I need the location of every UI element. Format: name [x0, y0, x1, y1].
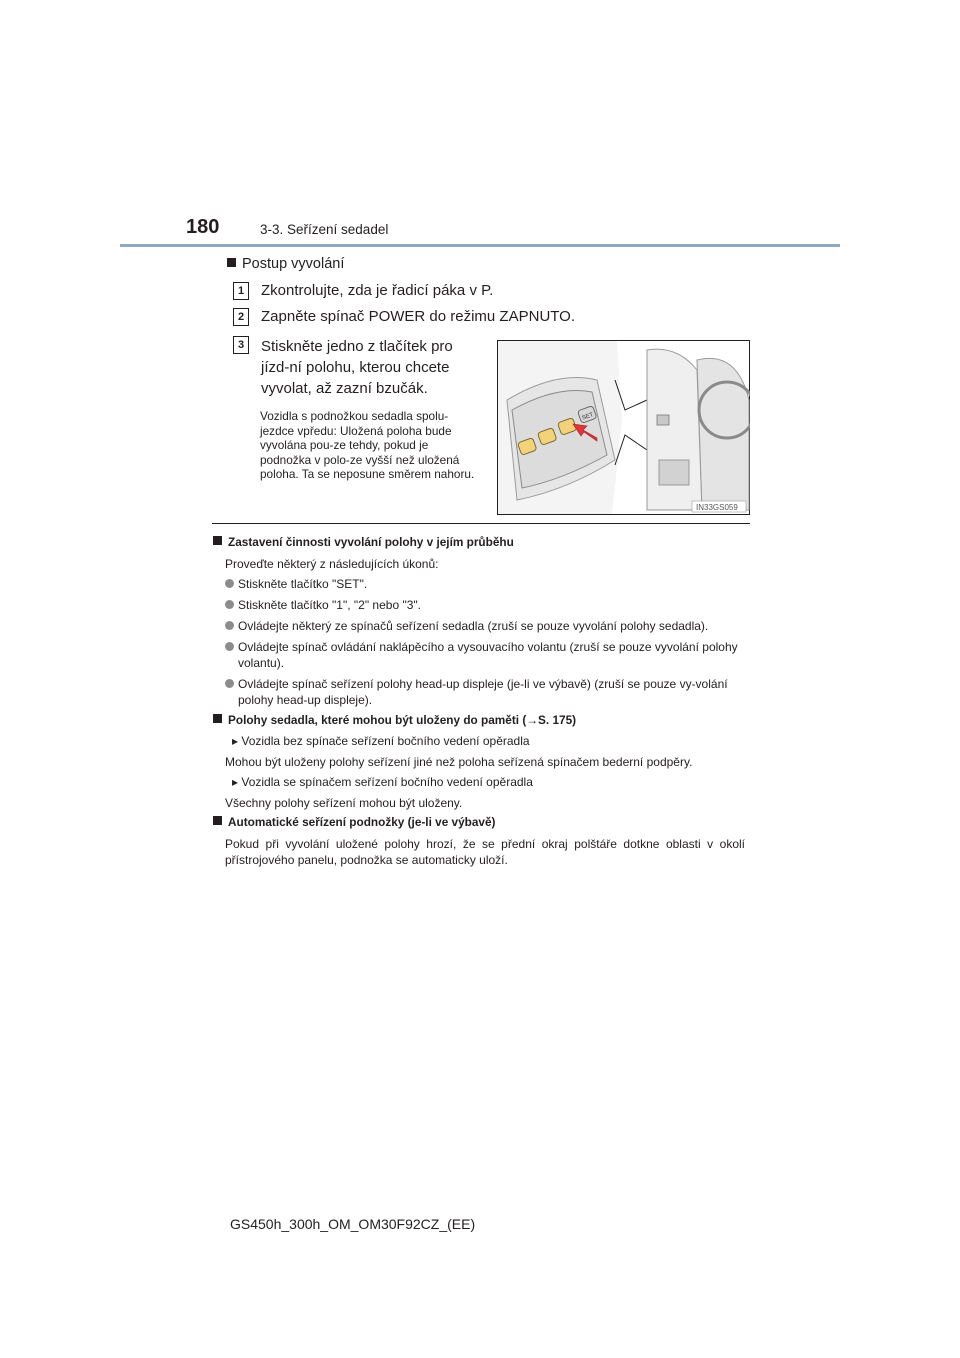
bullet-dot-icon — [225, 679, 234, 688]
section-title: 3-3. Seřízení sedadel — [260, 222, 389, 237]
square-bullet-icon — [227, 258, 236, 267]
vehicle-variant-2: ▸ Vozidla se spínačem seřízení bočního vedení opěradla — [232, 775, 533, 789]
variant-2-text: Všechny polohy seřízení mohou být uloženy. — [225, 796, 463, 810]
step-text-1: Zkontrolujte, zda je řadicí páka v P. — [261, 282, 494, 299]
bullet-dot-icon — [225, 642, 234, 651]
door-panel-illustration — [497, 340, 750, 515]
triangle-right-icon: ▸ — [232, 775, 242, 789]
bullet-dot-icon — [225, 621, 234, 630]
section-divider — [212, 523, 750, 524]
stop-recall-intro: Proveďte některý z následujících úkonů: — [225, 557, 439, 571]
step-note: Vozidla s podnožkou sedadla spolu-jezdce vpředu: Uložená poloha bude vyvolána pou-ze tehdy, pokud je podnožka v polo-ze vyšší než uložená poloha. Ta se neposune směrem nahoru. — [260, 409, 475, 482]
auto-adjust-heading: Automatické seřízení podnožky (je-li ve výbavě) — [213, 815, 495, 829]
step-number-2: 2 — [233, 308, 249, 326]
main-heading: Postup vyvolání — [227, 256, 344, 272]
variant-1-text: Mohou být uloženy polohy seřízení jiné než poloha seřízená spínačem bederní podpěry. — [225, 755, 693, 769]
memory-buttons-illustration — [497, 340, 750, 515]
list-item: Ovládejte spínač seřízení polohy head-up displeje (je-li ve výbavě) (zruší se pouze vy-volání polohy head-up displeje). — [225, 676, 753, 708]
triangle-right-icon: ▸ — [232, 734, 242, 748]
list-item: Stiskněte tlačítko "1", "2" nebo "3". — [225, 597, 753, 613]
square-bullet-icon — [213, 816, 222, 825]
step-number-1: 1 — [233, 282, 249, 300]
step-number-3: 3 — [233, 336, 249, 354]
memory-positions-heading: Polohy sedadla, které mohou být uloženy do paměti (→S. 175) — [213, 713, 576, 727]
square-bullet-icon — [213, 536, 222, 545]
stop-recall-heading: Zastavení činnosti vyvolání polohy v jejím průběhu — [213, 535, 514, 549]
vehicle-variant-1: ▸ Vozidla bez spínače seřízení bočního vedení opěradla — [232, 734, 530, 748]
page-number: 180 — [186, 216, 220, 238]
illustration-code: IN33GS059 — [696, 503, 738, 512]
list-item: Ovládejte některý ze spínačů seřízení sedadla (zruší se pouze vyvolání polohy sedadla). — [225, 618, 753, 634]
bullet-dot-icon — [225, 600, 234, 609]
header-rule — [120, 244, 840, 247]
footer-code: GS450h_300h_OM_OM30F92CZ_(EE) — [230, 1216, 476, 1232]
step-text-3: Stiskněte jedno z tlačítek pro jízd-ní polohu, kterou chcete vyvolat, až zazní bzučák. — [261, 338, 453, 397]
auto-adjust-text: Pokud při vyvolání uložené polohy hrozí, že se přední okraj polštáře dotkne oblasti v okolí přístrojového panelu, podnožka se automaticky uloží. — [225, 837, 745, 868]
square-bullet-icon — [213, 714, 222, 723]
step-text-2: Zapněte spínač POWER do režimu ZAPNUTO. — [261, 308, 575, 325]
list-item: Stiskněte tlačítko "SET". — [225, 576, 753, 592]
bullet-dot-icon — [225, 579, 234, 588]
list-item: Ovládejte spínač ovládání naklápěcího a vysouvacího volantu (zruší se pouze vyvolání polohy volantu). — [225, 639, 753, 671]
svg-text:SET: SET — [581, 412, 595, 422]
